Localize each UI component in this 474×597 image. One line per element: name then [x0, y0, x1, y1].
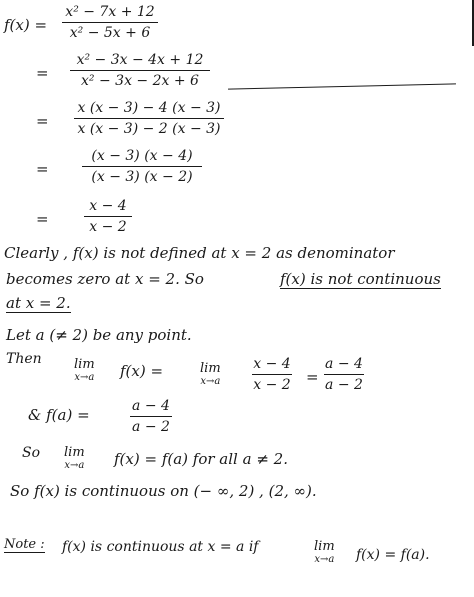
note-tail: f(x) = f(a).: [356, 547, 430, 563]
fraction-numerator: (x − 3) (x − 4): [91, 148, 193, 164]
lim-subscript: x→a: [74, 372, 95, 383]
fraction-numerator: x² − 7x + 12: [65, 4, 155, 20]
fraction-bar: [84, 216, 132, 217]
fraction-step-4: [82, 148, 202, 185]
fraction-bar: [74, 118, 224, 119]
continuity-conclusion: So f(x) is continuous on (− ∞, 2) , (2, ∞).: [10, 482, 317, 500]
conclusion-underlined: f(x) is not continuous: [280, 270, 441, 288]
f-of-a-label: & f(a) =: [28, 406, 90, 424]
fraction-bar: [324, 374, 364, 375]
limit-operator: [200, 362, 221, 387]
fraction-bar: [130, 416, 172, 417]
note-label: Note :: [4, 537, 45, 552]
fraction-f-of-a: [130, 398, 172, 435]
fraction-bar: [62, 22, 158, 23]
lim-word: lim: [64, 445, 85, 460]
clearly-line-2: becomes zero at x = 2. So: [6, 270, 204, 288]
limit-equals-f-of-a: f(x) = f(a) for all a ≠ 2.: [114, 450, 288, 468]
lim-word: lim: [74, 357, 95, 372]
fraction-step-1: [62, 4, 158, 41]
limit-operator: [314, 540, 335, 565]
fraction-numerator: x (x − 3) − 4 (x − 3): [77, 100, 221, 116]
fraction-denominator: x − 2: [253, 377, 291, 394]
clearly-line-1: Clearly , f(x) is not defined at x = 2 as denominator: [4, 246, 395, 261]
equals-sign: =: [36, 64, 49, 82]
fraction-limit-2: [324, 356, 364, 393]
f-of-x-label: f(x) =: [4, 16, 48, 34]
fraction-numerator: x² − 3x − 4x + 12: [76, 52, 204, 68]
fraction-denominator: x² − 3x − 2x + 6: [81, 73, 199, 90]
lim-word: lim: [314, 539, 335, 554]
lim-subscript: x→a: [314, 554, 335, 565]
lim-subscript: x→a: [200, 376, 221, 387]
fraction-step-2: [70, 52, 210, 89]
limit-operator: [64, 446, 85, 471]
fraction-limit-1: [252, 356, 292, 393]
stray-pen-line: [228, 83, 456, 90]
fraction-bar: [252, 374, 292, 375]
clearly-line-3: at x = 2.: [6, 294, 71, 312]
fraction-bar: [70, 70, 210, 71]
fraction-numerator: x − 4: [253, 356, 291, 372]
fraction-denominator: x (x − 3) − 2 (x − 3): [77, 121, 221, 138]
fraction-bar: [82, 166, 202, 167]
equals-sign: =: [36, 112, 49, 130]
fraction-denominator: x² − 5x + 6: [69, 25, 151, 42]
lim-subscript: x→a: [64, 460, 85, 471]
lim-word: lim: [200, 361, 221, 376]
so-word: So: [22, 445, 41, 461]
equals-sign: =: [306, 368, 319, 386]
fraction-denominator: (x − 3) (x − 2): [91, 169, 193, 186]
equals-sign: =: [36, 160, 49, 178]
fraction-numerator: x − 4: [89, 198, 127, 214]
fraction-numerator: a − 4: [132, 398, 170, 414]
fraction-denominator: a − 2: [325, 377, 363, 394]
fraction-denominator: a − 2: [132, 419, 170, 436]
then-word: Then: [6, 351, 42, 367]
note-text: f(x) is continuous at x = a if: [62, 539, 259, 555]
limit-operator: [74, 358, 95, 383]
fraction-step-3: [74, 100, 224, 137]
fraction-step-5: [84, 198, 132, 235]
fx-equals: f(x) =: [120, 362, 164, 380]
equals-sign: =: [36, 210, 49, 228]
let-line: Let a (≠ 2) be any point.: [6, 326, 192, 344]
fraction-denominator: x − 2: [89, 219, 127, 236]
fraction-numerator: a − 4: [325, 356, 363, 372]
